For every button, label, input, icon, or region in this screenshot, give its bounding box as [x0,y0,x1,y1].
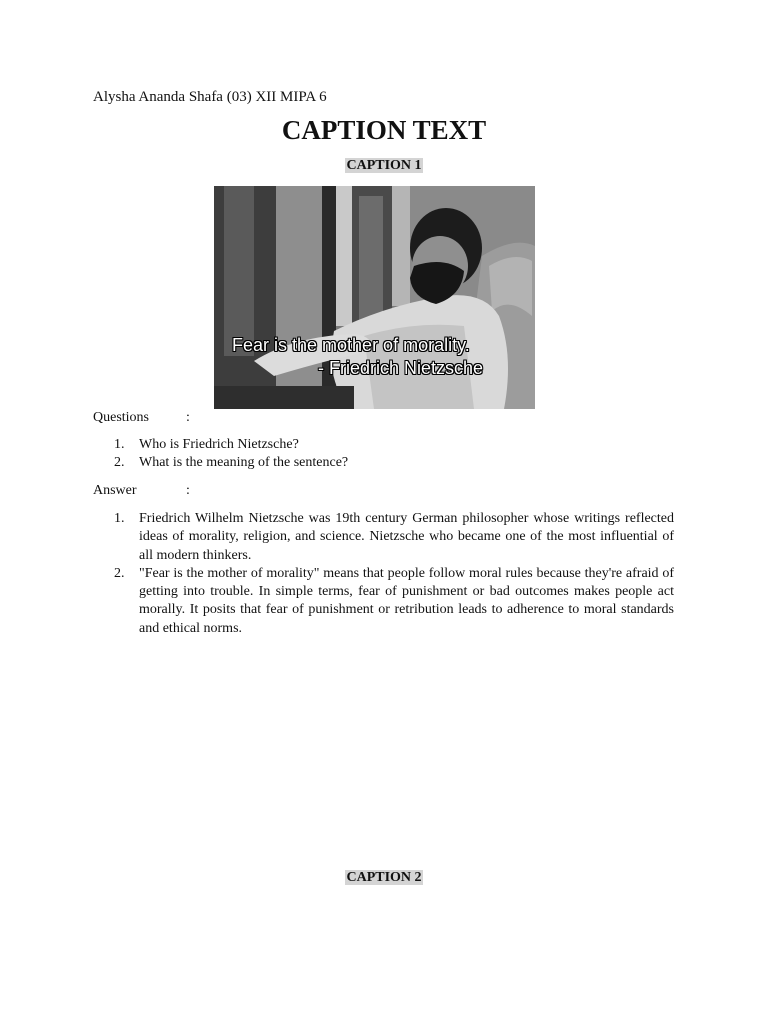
caption-1-heading-text: CAPTION 1 [346,158,422,173]
questions-colon: : [186,410,190,425]
caption-2-heading [0,869,768,886]
questions-label [93,409,190,426]
photo-quote-text: Fear is the mother of morality. [232,335,470,355]
list-number: 1. [114,437,125,452]
list-item [114,510,674,565]
list-number: 2. [114,455,125,471]
answer-text: "Fear is the mother of morality" means that people follow moral rules because they're afraid of getting into trouble. In simple terms, fear of punishment or bad outcomes makes people act morally. It posits that fear of punishment or retribution leads to adherence to moral standards and ethical norms. [139,565,674,636]
photo-quote-author: - Friedrich Nietzsche [318,358,484,378]
answer-text: Friedrich Wilhelm Nietzsche was 19th century German philosopher whose writings reflected ideas of morality, religion, and science. Nietzsche who became one of the most influential of all modern thinkers. [139,511,674,563]
caption-2-heading-text: CAPTION 2 [346,870,422,885]
page-title: CAPTION TEXT [281,115,487,145]
question-text: What is the meaning of the sentence? [139,455,349,471]
answers-list [114,510,674,638]
answer-label [93,482,190,499]
list-item [114,565,674,638]
list-number: 1. [114,511,125,526]
answer-label-text: Answer [93,483,137,498]
author-line: Alysha Ananda Shafa (03) XII MIPA 6 [93,89,327,105]
caption-1-heading [0,157,768,174]
questions-label-text: Questions [93,410,149,425]
list-item [114,436,674,454]
question-text: Who is Friedrich Nietzsche? [139,437,299,452]
questions-list [114,436,674,473]
list-number: 2. [114,565,125,581]
nietzsche-photo [214,186,535,409]
answer-colon: : [186,483,190,498]
list-item [114,454,674,472]
